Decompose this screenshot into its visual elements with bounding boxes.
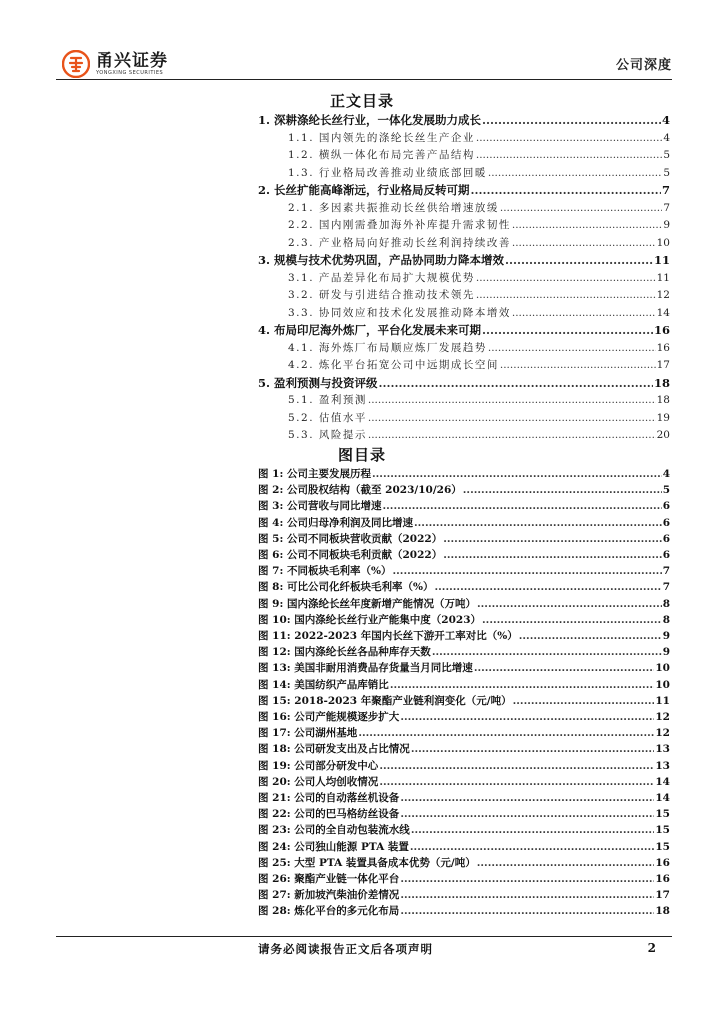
leader-dots [400,808,654,820]
figure-entry-page: 8 [662,597,670,610]
toc-section-page: 18 [653,375,670,390]
figure-entry-label: 图 14: 美国纺织产品库销比 [258,678,389,691]
leader-dots [512,307,656,319]
toc-section[interactable] [258,252,670,268]
toc-subsection-label: 5.1. 盈利预测 [288,394,367,406]
leader-dots [410,841,654,853]
toc-subsection-label: 5.2. 估值水平 [288,411,367,424]
toc-subsection[interactable] [288,305,670,320]
figure-entry-label: 图 26: 聚酯产业链一体化平台 [258,873,400,885]
toc-subsection-label: 1.2. 横纵一体化布局完善产品结构 [288,149,475,161]
figure-entry-label: 图 13: 美国非耐用消费品存货量当月同比增速 [258,662,473,675]
figures-title: 图目录 [337,446,386,464]
toc-section-label: 4. 布局印尼海外炼厂，平台化发展未来可期 [258,323,482,337]
toc-section[interactable] [258,375,670,391]
logo-english-name: YONGXING SECURITIES [96,69,164,76]
figure-entry-label: 图 5: 公司不同板块营收贡献（2022） [258,532,443,545]
toc-subsection[interactable] [288,217,670,232]
toc-section-page: 16 [653,323,670,337]
figure-entry-label: 图 9: 国内涤纶长丝年度新增产能情况（万吨） [258,597,476,610]
toc-section-label: 2. 长丝扩能高峰渐远，行业格局反转可期 [258,183,470,197]
leader-dots [392,565,661,577]
leader-dots [477,598,662,610]
figure-entry[interactable] [258,531,670,546]
figure-entry-page: 15 [655,840,670,853]
page-header [0,0,724,80]
leader-dots [368,429,656,441]
leader-dots [512,237,656,249]
toc-subsection-label: 1.1. 国内领先的涤纶长丝生产企业 [288,131,475,144]
leader-dots [443,549,661,561]
leader-dots [476,149,662,161]
figure-entry[interactable] [258,693,670,708]
logo-chinese-name: 甬兴证券 [96,50,168,71]
figure-entry[interactable] [258,660,670,675]
leader-dots [443,533,661,545]
toc-subsection[interactable] [288,235,670,250]
figure-entry-page: 5 [662,484,670,497]
toc-subsection-page: 10 [656,236,670,249]
toc-subsection-page: 16 [656,341,670,354]
figure-entry-page: 10 [655,662,670,675]
leader-dots [400,873,654,885]
leader-dots [488,342,656,354]
figure-entry-label: 图 24: 公司独山能源 PTA 装置 [258,840,409,853]
toc-subsection-page: 7 [663,201,670,214]
figure-entry-page: 9 [662,630,670,642]
toc-subsection[interactable] [288,200,670,215]
figure-entry[interactable] [258,466,670,481]
leader-dots [500,359,656,371]
figure-entry-label: 图 28: 炼化平台的多元化布局 [258,905,400,918]
toc-subsection-label: 2.2. 国内刚需叠加海外补库提升需求韧性 [288,219,511,231]
figure-entry-label: 图 11: 2022-2023 年国内长丝下游开工率对比（%） [258,630,518,642]
figure-entry-page: 13 [655,759,670,772]
figure-entry[interactable] [258,806,670,821]
figure-entry[interactable] [258,871,670,886]
figure-entry-label: 图 7: 不同板块毛利率（%） [258,565,392,578]
figure-entry[interactable] [258,855,670,870]
toc-subsection[interactable] [288,287,670,302]
figure-entry[interactable] [258,725,670,740]
toc-section-page: 7 [661,183,670,197]
leader-dots [411,743,655,755]
toc-subsection-page: 17 [656,359,670,371]
figure-entry-label: 图 22: 公司的巴马格纺丝设备 [258,808,400,821]
toc-subsection-page: 4 [663,131,670,144]
figure-entry-page: 10 [655,678,670,691]
figure-entry-page: 7 [662,581,670,594]
leader-dots [368,412,656,424]
figure-entry[interactable] [258,709,670,724]
figure-entry-label: 图 18: 公司研发支出及占比情况 [258,743,410,756]
toc-section[interactable] [258,112,670,128]
toc-subsection[interactable] [288,165,670,180]
figure-entry-label: 图 25: 大型 PTA 装置具备成本优势（元/吨） [258,856,476,869]
figure-entry-page: 13 [655,743,670,756]
leader-dots [358,727,654,739]
leader-dots [400,711,654,723]
leader-dots [434,581,661,593]
leader-dots [476,289,656,301]
leader-dots [513,695,655,707]
figure-entry-label: 图 12: 国内涤纶长丝各品种库存天数 [258,646,431,659]
figure-entry-label: 图 10: 国内涤纶长丝行业产能集中度（2023） [258,613,482,626]
toc-subsection-label: 2.1. 多因素共振推动长丝供给增速放缓 [288,201,499,214]
figure-entry-page: 16 [655,873,670,885]
disclaimer-note: 请务必阅读报告正文后各项声明 [258,942,433,956]
figure-entry-page: 17 [655,889,670,902]
figure-entry-page: 6 [662,500,670,513]
toc-subsection-page: 5 [663,149,670,161]
figure-entry[interactable] [258,887,670,902]
leader-dots [477,857,655,869]
yongxing-logo-icon [62,50,90,78]
figure-entry-label: 图 4: 公司归母净利润及同比增速 [258,516,413,529]
toc-subsection[interactable] [288,410,670,425]
toc-subsection-page: 18 [656,394,670,406]
figure-entry-page: 9 [662,646,670,659]
figure-entry-page: 15 [655,808,670,821]
figure-entry-page: 12 [655,711,670,723]
figure-entry-label: 图 2: 公司股权结构（截至 2023/10/26） [258,484,462,497]
figure-entry[interactable] [258,741,670,756]
figure-entry[interactable] [258,790,670,805]
figure-entry[interactable] [258,515,670,530]
figure-entry[interactable] [258,482,670,497]
figure-entry-label: 图 6: 公司不同板块毛利贡献（2022） [258,549,443,561]
figure-entry-page: 14 [655,775,670,788]
leader-dots [476,272,656,284]
leader-dots [519,630,662,642]
leader-dots [383,500,662,512]
figure-entry-label: 图 17: 公司湖州基地 [258,727,358,740]
leader-dots [505,253,653,267]
figure-entry[interactable] [258,579,670,594]
leader-dots [390,679,655,691]
document-type-label: 公司深度 [615,58,672,73]
toc-section[interactable] [258,182,670,198]
figure-entry[interactable] [258,758,670,773]
figure-entry[interactable] [258,644,670,659]
figure-entry-label: 图 3: 公司营收与同比增速 [258,500,382,513]
toc-subsection[interactable] [288,340,670,355]
figure-entry-label: 图 1: 公司主要发展历程 [258,468,371,480]
leader-dots [411,824,655,836]
figure-entry-label: 图 19: 公司部分研发中心 [258,759,379,772]
leader-dots [482,113,661,127]
toc-subsection-page: 5 [663,166,670,179]
figure-entry-page: 6 [662,516,670,529]
figure-entry-label: 图 21: 公司的自动落丝机设备 [258,792,400,804]
toc-subsection-label: 1.3. 行业格局改善推动业绩底部回暖 [288,166,487,179]
toc-subsection[interactable] [288,392,670,407]
leader-dots [476,132,662,144]
figure-entry[interactable] [258,774,670,789]
toc-subsection-label: 3.1. 产品差异化布局扩大规模优势 [288,271,475,284]
leader-dots [379,376,653,390]
toc-subsection-page: 19 [656,411,670,424]
header-divider [56,79,672,80]
toc-subsection[interactable] [288,357,670,372]
company-logo [62,48,168,80]
leader-dots [471,183,661,197]
leader-dots [400,792,654,804]
figure-entry-page: 11 [655,694,670,707]
leader-dots [414,517,662,529]
toc-section-label: 3. 规模与技术优势巩固，产品协同助力降本增效 [258,253,505,267]
toc-subsection[interactable] [288,147,670,162]
figure-entry-page: 16 [655,856,670,869]
figure-entry[interactable] [258,612,670,627]
figure-entry[interactable] [258,677,670,692]
toc-subsection-label: 3.3. 协同效应和技术化发展推动降本增效 [288,306,511,319]
toc-subsection-label: 4.2. 炼化平台拓宽公司中远期成长空间 [288,359,499,371]
toc-subsection-label: 5.3. 风险提示 [288,429,367,441]
figure-entry-label: 图 23: 公司的全自动包装流水线 [258,824,410,837]
figure-entry[interactable] [258,563,670,578]
toc-subsection[interactable] [288,427,670,442]
figure-entry-page: 18 [655,905,670,918]
figure-entry-label: 图 8: 可比公司化纤板块毛利率（%） [258,581,434,594]
toc-section[interactable] [258,322,670,338]
figure-entry[interactable] [258,839,670,854]
leader-dots [372,468,662,480]
figure-entry-label: 图 20: 公司人均创收情况 [258,775,379,788]
figure-entry-page: 14 [655,792,670,804]
toc-subsection-page: 9 [663,219,670,231]
toc-section-page: 4 [661,113,670,127]
leader-dots [500,202,662,214]
figure-entry-page: 6 [662,549,670,561]
toc-section-label: 1. 深耕涤纶长丝行业，一体化发展助力成长 [258,113,482,127]
toc-subsection-page: 12 [656,289,670,301]
leader-dots [379,760,654,772]
page-number: 2 [647,941,656,955]
figure-entry[interactable] [258,498,670,513]
leader-dots [432,646,662,658]
toc-subsection-page: 20 [656,429,670,441]
leader-dots [488,167,662,179]
leader-dots [474,662,655,674]
toc-section-page: 11 [653,253,670,267]
leader-dots [512,219,662,231]
toc-subsection[interactable] [288,130,670,145]
footer-divider [56,936,672,937]
leader-dots [482,614,662,626]
leader-dots [368,394,656,406]
figure-entry[interactable] [258,628,670,643]
figure-entry-page: 12 [655,727,670,740]
figure-entry-label: 图 27: 新加坡汽柴油价差情况 [258,889,400,902]
figure-entry-page: 7 [662,565,670,578]
toc-title: 正文目录 [329,92,394,110]
figure-entry-label: 图 16: 公司产能规模逐步扩大 [258,711,400,723]
figure-entry[interactable] [258,547,670,562]
figure-entry[interactable] [258,596,670,611]
toc-subsection-label: 2.3. 产业格局向好推动长丝利润持续改善 [288,236,511,249]
figure-entry[interactable] [258,903,670,918]
toc-subsection-label: 3.2. 研发与引进结合推动技术领先 [288,289,475,301]
figure-entry-label: 图 15: 2018-2023 年聚酯产业链利润变化（元/吨） [258,694,512,707]
figure-entry-page: 8 [662,613,670,626]
toc-subsection-label: 4.1. 海外炼厂布局顺应炼厂发展趋势 [288,341,487,354]
figure-entry-page: 4 [662,468,670,480]
figure-entry-page: 15 [655,824,670,837]
figure-entry-page: 6 [662,532,670,545]
toc-subsection-page: 11 [656,271,670,284]
leader-dots [400,889,654,901]
toc-section-label: 5. 盈利预测与投资评级 [258,375,378,390]
figure-entry[interactable] [258,822,670,837]
leader-dots [400,905,654,917]
leader-dots [482,323,653,337]
leader-dots [379,776,654,788]
toc-subsection-page: 14 [656,306,670,319]
leader-dots [463,484,662,496]
toc-subsection[interactable] [288,270,670,285]
